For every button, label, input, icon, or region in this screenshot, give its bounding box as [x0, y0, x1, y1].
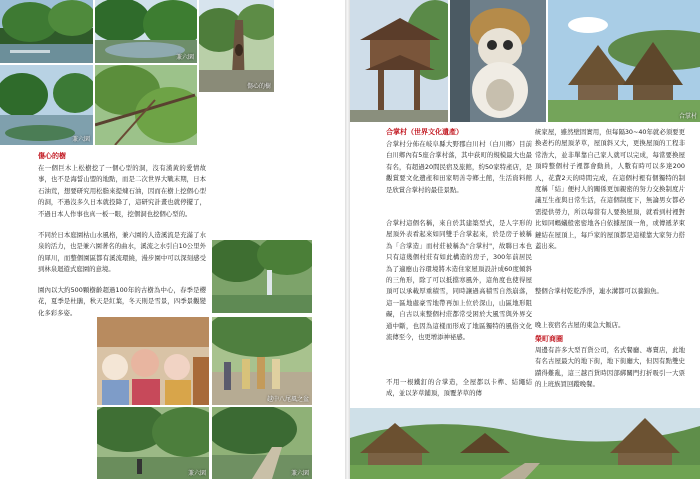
paragraph-clean-village: 整個合掌村乾乾淨淨，連水溝都可以養錦魚。 [535, 287, 663, 295]
paragraph-gassho-intro: 合掌村分佈在岐阜縣大野郡白川村（白川鄉）目前白川鄉內有5座合掌村落，其中荻町的規模最大也最有名，有超過20間民宿及旅館，約50家特產店，是觀賞要文化遺產和田家明善寺鄉土館，生活資料館是欣賞合掌村的最佳景點。 [386, 140, 532, 194]
paragraph-hotel: 晚上夜宿名古屋的東急大飯店。 [535, 321, 625, 329]
paragraph-gassho-roof: 不用一根鐵釘的合掌造，全屋都以卡榫、結繩結成，並以茅草鋪頂，頂覆茅草的傳 [386, 378, 532, 398]
photo-garden-top-middle [95, 0, 197, 63]
photo-garden-waterfall [212, 240, 312, 313]
photo-garden-path-right [212, 407, 312, 479]
paragraph-roof-change: 統家屋，雖然壁固實用，但每隔30~40年就必須要更換老朽的屋頂茅草，屋頂斜又大，更換屋頂的工程非常浩大，並非單靠自己家人就可以完成，每當要換屋頂時整個村子裡都會動員，人數有時可以多達200人，花費2天的時間完成，在這個村裡有個獨特的制度稱「結」便村人的關係更加親密的努力交換制度片議互生產與日常生活，在這個制度下，無論男女都必需提供勞力，所以每當有人要換屋頂，就看到村裡對比如同螞蟻般密密地各自依據屋頂一角，或傳遞茅束鏈結在屋頂上，每戶家的屋頂都是這樣靠大家努力搭蓋出來。 [535, 128, 685, 251]
right-page [350, 0, 700, 479]
photo-caption: 兼六園 [71, 136, 90, 143]
photo-festival-masks [97, 317, 209, 405]
paragraph-sakae: 周邊有許多大型百貨公司，名式餐廳、專賣店，此地有名古屋最大的地下街，地下街廳大，但因有點雙史蹟得難亂，這三越百貨時因部綁關門打折吸引一大票的上班族買回蹤晚餐。 [535, 346, 685, 389]
paragraph-old-trees: 園內以大約500顆樹齡超過100年的古樹為中心，春季是櫻花，夏季是杜鵑，秋天是紅葉，冬天則是雪景，四季景觀變化多彩多姿。 [38, 286, 206, 317]
photo-pine-branch [95, 65, 197, 145]
photo-garden-path-left [97, 407, 209, 479]
photo-garden-pond-left [0, 65, 93, 145]
photo-caption: 越中八尾風之盆 [266, 396, 309, 403]
paragraph-gassho-structure: 合掌村這個名稱，來自於其建築型式，是人字形的屋頂外表看起來如同雙手合掌起來，於是房子被稱為「合掌造」而村莊被稱為"合掌村"，故聯日本也只有這幾個村莊有如此構造的房子，300年前居民為了適應山谷環境將木造住家屋頂設計成60度傾斜的三角形，除了可以抵擋寒風外，這角度也使得屋頂可以承載厚重積雪，同時讓過高積雪自然崩落，這一區地處豪雪地帶再加上位於深山，山區地形阻礙，自古以來整個村莊都常受困於大風雪與外界交通中斷，也因為這樣而形成了地區獨特的風俗文化流傳至今，也更增添神祕感。 [386, 219, 532, 342]
paragraph-heart-tree: 在一個巨木上松樹挖了一個心型的洞，沒有漢黃的愛情故事，也不是海誓山盟的地點，而是二次世界大戰末期，日本石油荒，想要研究用松脂來提煉石油，因而在樹上挖個心型的洞，不過沒多久日本就投降了，這研究計畫也就停擺了，不過日本人作事也真一板一眼，挖個洞也挖個心型的。 [38, 164, 206, 218]
section-heading-gassho: 合掌村（世界文化遺產） [386, 128, 463, 136]
photo-caption: 兼六園 [290, 470, 309, 477]
left-page [0, 0, 345, 479]
section-heading: 傷心的樹 [38, 152, 66, 160]
paragraph-stream: 不同於日本庭園枯山水風格，兼六園的人造溪流是充滿了水泉的活力，也是兼六園著名的曲水，溪流之水引自10公里外的犀川，而整個園區都有溪流環繞，漫步園中可以深刻感受到林泉迴遊式庭園的意境。 [38, 231, 206, 274]
photo-dance-festival [212, 317, 312, 405]
photo-caption: 合掌村 [678, 113, 697, 120]
photo-tanuki-statue [450, 0, 546, 122]
photo-caption: 兼六園 [175, 54, 194, 61]
photo-caption: 兼六園 [187, 470, 206, 477]
photo-village-panorama [350, 408, 700, 479]
photo-caption: 傷心的樹 [246, 83, 271, 90]
photo-wooden-gate [350, 0, 448, 122]
photo-garden-pond-top-left [0, 0, 93, 63]
photo-tree-heart [199, 0, 274, 92]
photo-gassho-houses [548, 0, 700, 122]
section-heading-sakae: 榮町商圈 [535, 335, 563, 343]
